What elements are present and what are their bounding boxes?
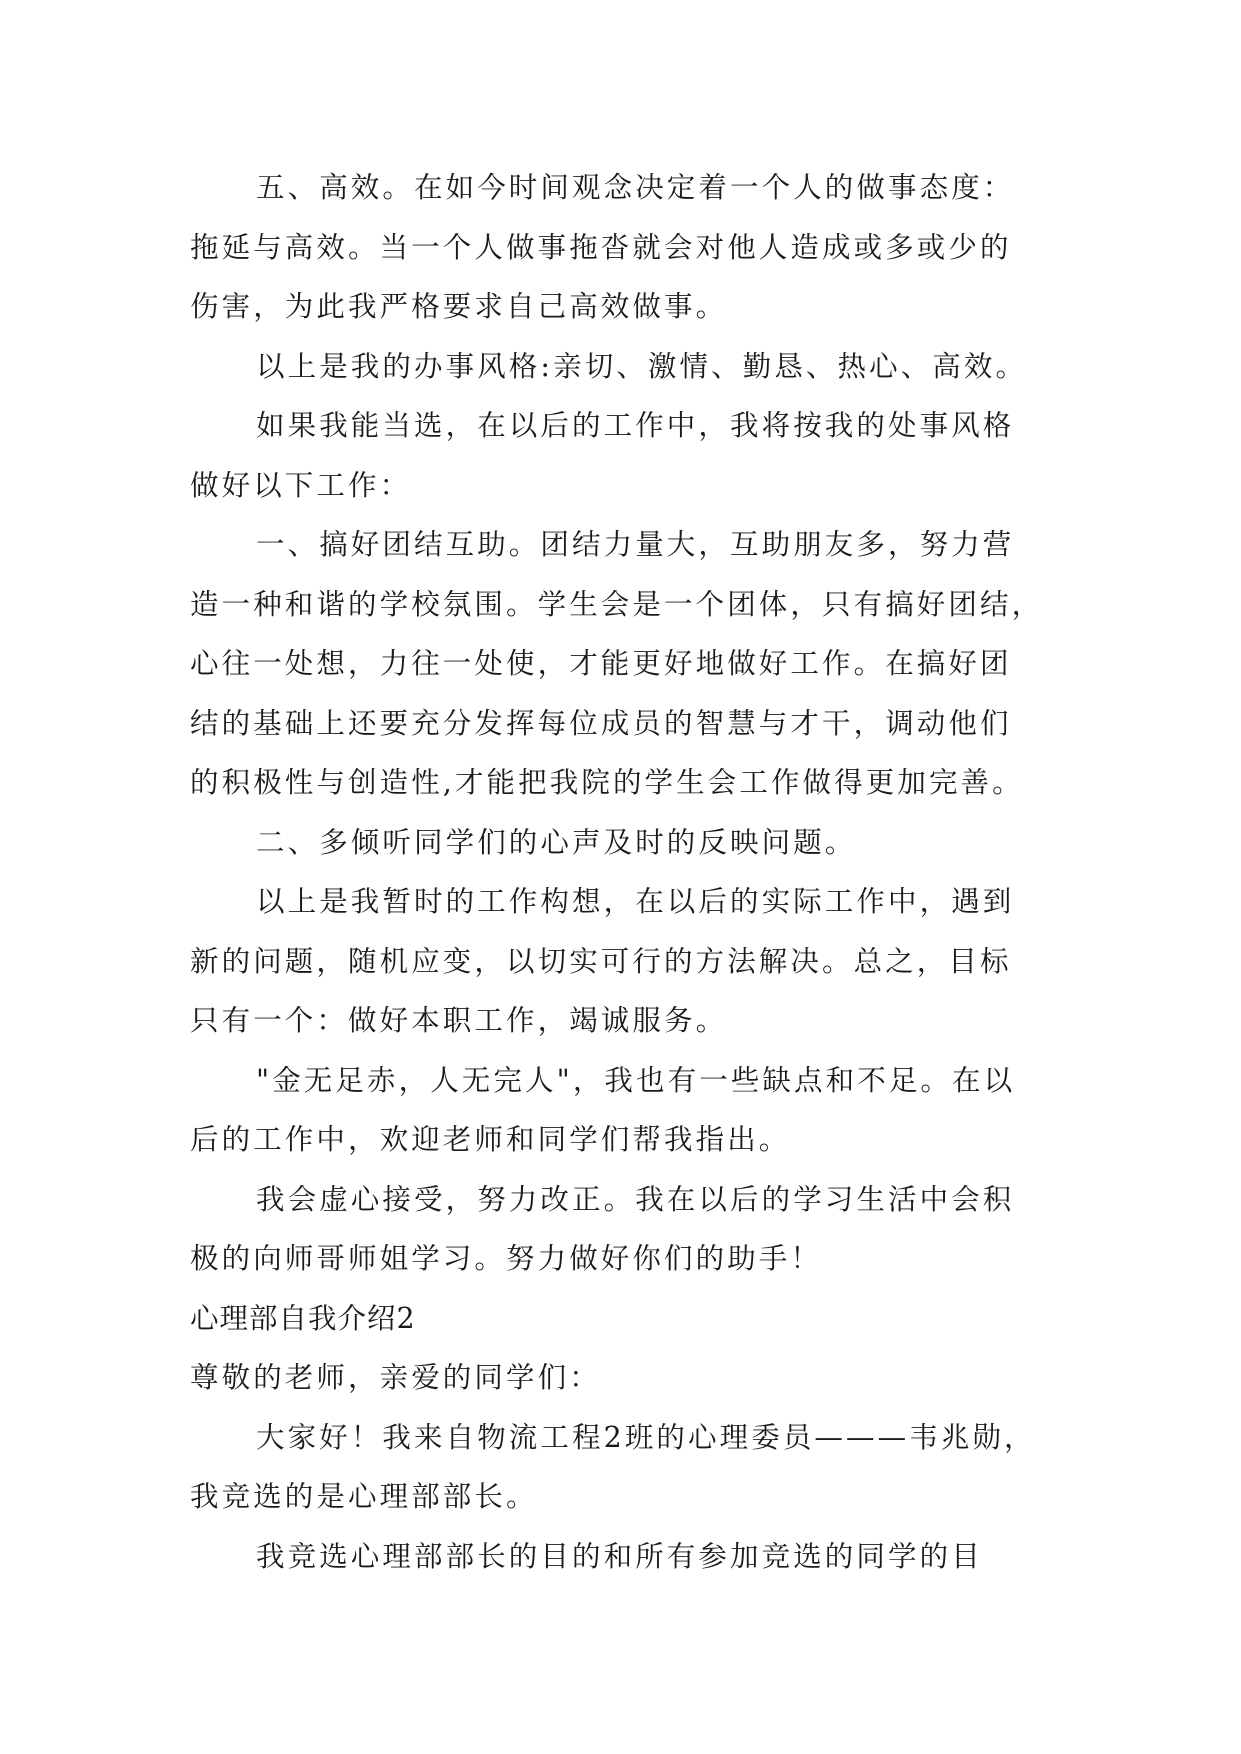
paragraph-line: 后的工作中，欢迎老师和同学们帮我指出。 [190, 1123, 791, 1156]
paragraph-line: 我竞选的是心理部部长。 [190, 1480, 538, 1513]
paragraph-line: 结的基础上还要充分发挥每位成员的智慧与才干，调动他们 [190, 706, 1012, 740]
paragraph-line: 我会虚心接受，努力改正。我在以后的学习生活中会积 [256, 1182, 1015, 1216]
paragraph-line: 伤害，为此我严格要求自己高效做事。 [190, 290, 728, 323]
paragraph-line: 尊敬的老师，亲爱的同学们： [190, 1361, 601, 1394]
paragraph-line: 二、多倾听同学们的心声及时的反映问题。 [256, 825, 857, 859]
paragraph-line: 的积极性与创造性,才能把我院的学生会工作做得更加完善。 [190, 766, 1024, 799]
paragraph-line: 大家好！我来自物流工程2班的心理委员———韦兆勋， [256, 1420, 1036, 1454]
paragraph-line: 拖延与高效。当一个人做事拖沓就会对他人造成或多或少的 [190, 230, 1012, 264]
paragraph-line: 造一种和谐的学校氛围。学生会是一个团体，只有搞好团结， [190, 587, 1044, 621]
paragraph-line: 如果我能当选，在以后的工作中，我将按我的处事风格 [256, 409, 1015, 442]
paragraph-line: 只有一个：做好本职工作，竭诚服务。 [190, 1004, 728, 1037]
paragraph-line: 我竞选心理部部长的目的和所有参加竞选的同学的目 [256, 1539, 983, 1573]
paragraph-line: 新的问题，随机应变，以切实可行的方法解决。总之，目标 [190, 944, 1012, 978]
paragraph-line: 做好以下工作： [190, 468, 412, 502]
paragraph-line: 五、高效。在如今时间观念决定着一个人的做事态度： [256, 171, 1015, 204]
paragraph-line: 以上是我暂时的工作构想，在以后的实际工作中，遇到 [256, 885, 1015, 918]
paragraph-line: 以上是我的办事风格:亲切、激情、勤恳、热心、高效。 [256, 349, 1028, 383]
paragraph-line: "金无足赤，人无完人"，我也有一些缺点和不足。在以 [256, 1063, 1016, 1097]
paragraph-line: 一、搞好团结互助。团结力量大，互助朋友多，努力营 [256, 528, 1015, 561]
section-heading: 心理部自我介绍2 [190, 1301, 416, 1335]
document-body [190, 158, 1060, 1586]
paragraph-line: 极的向师哥师姐学习。努力做好你们的助手！ [190, 1242, 823, 1275]
paragraph-line: 心往一处想，力往一处使，才能更好地做好工作。在搞好团 [190, 647, 1012, 680]
